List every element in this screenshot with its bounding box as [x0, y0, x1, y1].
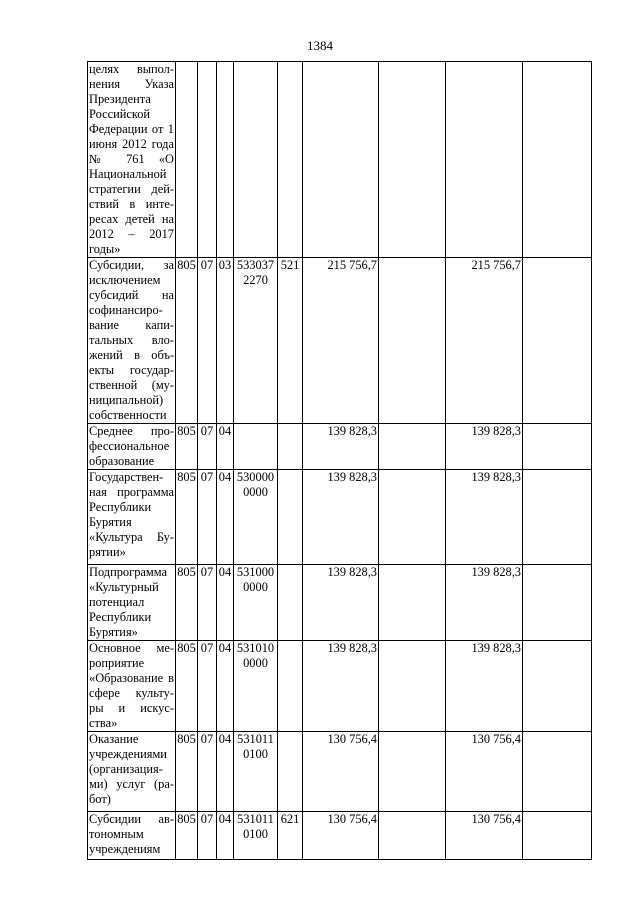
sum3-cell: 130 756,4	[446, 732, 523, 812]
pr-cell: 04	[217, 470, 234, 565]
vr-cell	[278, 62, 303, 258]
row-name-cell: целях выпол-нения Указа Президента Российской Федерации от 1 июня 2012 года № 761 «О Национальной стратегии дей-ствий в инте-ресах детей на 2012 – 2017 годы»	[89, 62, 174, 256]
sum3-cell: 139 828,3	[446, 641, 523, 732]
vr-cell	[278, 732, 303, 812]
table-row	[88, 424, 592, 470]
sum3-cell: 139 828,3	[446, 470, 523, 565]
sum4-cell	[523, 62, 592, 258]
sum1-cell: 130 756,4	[303, 812, 379, 860]
pr-cell: 04	[217, 732, 234, 812]
sum4-cell	[523, 470, 592, 565]
csr-cell	[234, 424, 278, 470]
table-row	[88, 565, 592, 641]
vr-cell	[278, 424, 303, 470]
sum1-cell: 130 756,4	[303, 732, 379, 812]
rz-cell: 07	[198, 470, 217, 565]
pr-cell: 04	[217, 641, 234, 732]
csr-cell: 5310110100	[234, 812, 278, 860]
sum1-cell	[303, 62, 379, 258]
row-name-cell: Субсидии, за исключением субсидий на софинансиро-вание капи-тальных вло-жений в объ-екты государ-ственной (му-ниципальной) собственности	[89, 258, 174, 422]
row-name-cell: Субсидии ав-тономным учреждениям	[88, 812, 176, 860]
vr-cell	[278, 565, 303, 641]
sum2-cell	[379, 732, 446, 812]
sum2-cell	[379, 641, 446, 732]
ved-cell: 805	[176, 641, 198, 732]
table-row	[88, 258, 592, 424]
table-row	[88, 470, 592, 565]
sum1-cell: 139 828,3	[303, 565, 379, 641]
pr-cell: 03	[217, 258, 234, 424]
sum3-cell: 139 828,3	[446, 565, 523, 641]
vr-cell	[278, 641, 303, 732]
sum3-cell: 215 756,7	[446, 258, 523, 424]
rz-cell: 07	[198, 565, 217, 641]
csr-cell: 5300000000	[234, 470, 278, 565]
ved-cell: 805	[176, 424, 198, 470]
row-name-cell: Оказание учреждениями (организация-ми) услуг (ра-бот)	[88, 732, 176, 812]
sum1-cell: 139 828,3	[303, 470, 379, 565]
csr-cell: 5310100000	[234, 641, 278, 732]
csr-cell	[234, 62, 278, 258]
sum3-cell: 139 828,3	[446, 424, 523, 470]
rz-cell: 07	[198, 812, 217, 860]
row-name-cell: Государствен-ная программа Республики Бурятия «Культура Бу-рятии»	[88, 470, 176, 565]
row-name-cell: Основное ме-роприятие «Образование в сфере культу-ры и искус-ства»	[89, 641, 174, 730]
sum3-cell: 130 756,4	[446, 812, 523, 860]
sum1-cell: 139 828,3	[303, 424, 379, 470]
sum2-cell	[379, 258, 446, 424]
ved-cell: 805	[176, 258, 198, 424]
ved-cell: 805	[176, 732, 198, 812]
rz-cell: 07	[198, 258, 217, 424]
sum4-cell	[523, 258, 592, 424]
rz-cell	[198, 62, 217, 258]
table-row	[88, 812, 592, 860]
rz-cell: 07	[198, 641, 217, 732]
rz-cell: 07	[198, 732, 217, 812]
sum2-cell	[379, 470, 446, 565]
pr-cell: 04	[217, 424, 234, 470]
sum2-cell	[379, 565, 446, 641]
sum3-cell	[446, 62, 523, 258]
sum1-cell: 215 756,7	[303, 258, 379, 424]
row-name-cell: Подпрограмма «Культурный потенциал Республики Бурятия»	[88, 565, 176, 641]
sum1-cell: 139 828,3	[303, 641, 379, 732]
pr-cell: 04	[217, 812, 234, 860]
row-name-cell: Среднее про-фессиональное образование	[89, 424, 174, 468]
budget-table	[87, 61, 592, 860]
csr-cell: 5330372270	[234, 258, 278, 424]
sum2-cell	[379, 812, 446, 860]
rz-cell: 07	[198, 424, 217, 470]
table-row	[88, 62, 592, 258]
csr-cell: 5310000000	[234, 565, 278, 641]
ved-cell: 805	[176, 812, 198, 860]
sum4-cell	[523, 565, 592, 641]
table-row	[88, 732, 592, 812]
sum2-cell	[379, 62, 446, 258]
vr-cell: 621	[278, 812, 303, 860]
sum4-cell	[523, 812, 592, 860]
vr-cell	[278, 470, 303, 565]
sum2-cell	[379, 424, 446, 470]
page-number: 1384	[307, 38, 333, 53]
pr-cell	[217, 62, 234, 258]
ved-cell: 805	[176, 470, 198, 565]
ved-cell	[176, 62, 198, 258]
ved-cell: 805	[176, 565, 198, 641]
table-row	[88, 641, 592, 732]
sum4-cell	[523, 424, 592, 470]
sum4-cell	[523, 732, 592, 812]
vr-cell: 521	[278, 258, 303, 424]
sum4-cell	[523, 641, 592, 732]
csr-cell: 5310110100	[234, 732, 278, 812]
pr-cell: 04	[217, 565, 234, 641]
table-body	[88, 62, 592, 860]
